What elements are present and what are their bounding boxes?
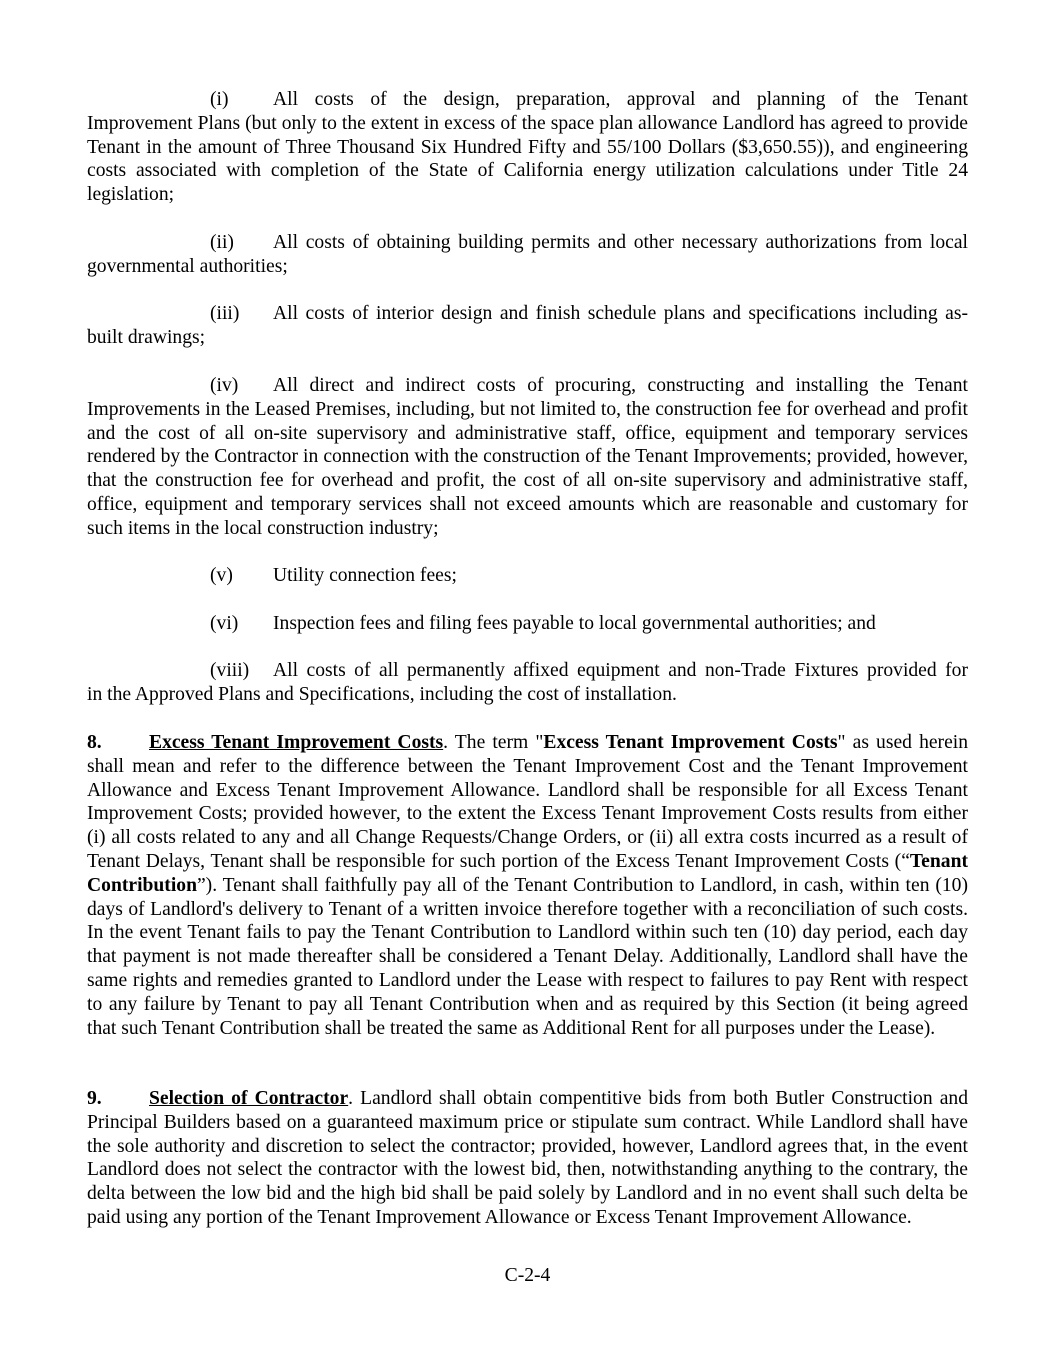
section-text: ”). Tenant shall faithfully pay all of the Tenant Contribution to Landlord, in cash, within ten (10) days of Landlord's delivery to Tenant of a written invoice therefore together with a reconciliation of such costs. In the event Tenant fails to pay the Tenant Contribution to Landlord within such ten (10) day period, each day that payment is not made thereafter shall be considered a Tenant Delay. Additionally, Landlord shall have the same rights and remedies granted to Landlord under the Lease with respect to failures to pay Rent with respect to any failure by Tenant to pay all Tenant Contribution when and as required by this Section (it being agreed that such Tenant Contribution shall be treated the same as Additional Rent for all purposes under the Lease). xyxy=(87,874,968,1039)
item-first-line: All costs of the design, preparation, approval and planning of the Tenant xyxy=(273,89,968,110)
list-item-ii xyxy=(87,231,968,279)
item-number: (v) xyxy=(210,565,233,586)
list-item-viii xyxy=(87,659,968,707)
item-first-line: All costs of all permanently affixed equipment and non-Trade Fixtures provided for xyxy=(273,660,968,681)
list-item-iv xyxy=(87,374,968,541)
section-number: 9. xyxy=(87,1088,102,1109)
section-8-paragraph xyxy=(87,731,968,1040)
list-item-i xyxy=(87,88,968,207)
item-continuation: governmental authorities; xyxy=(87,255,288,277)
list-item-iii xyxy=(87,302,968,350)
defined-term: Excess Tenant Improvement Costs xyxy=(543,732,838,753)
page-number: C-2-4 xyxy=(504,1265,551,1286)
item-number: (i) xyxy=(210,89,229,110)
section-text: " as used herein shall mean and refer to the difference between the Tenant Improvement Cost and the Tenant Improvement Allowance and Excess Tenant Improvement Allowance. Landlord shall be responsible for all Excess Tenant Improvement Costs; provided however, to the extent the Excess Tenant Improvement Costs results from either (i) all costs related to any and all Change Requests/Change Orders, or (ii) all extra costs incurred as a result of Tenant Delays, Tenant shall be responsible for such portion of the Excess Tenant Improvement Costs (“ xyxy=(87,732,969,872)
item-number: (vi) xyxy=(210,613,239,634)
item-continuation: Improvement Plans (but only to the extent in excess of the space plan allowance Landlord has agreed to provide Tenant in the amount of Three Thousand Six Hundred Fifty and 55/100 Dollars ($3,650.55)), and engineering costs associated with completion of the State of California energy utilization calculations under Title 24 legislation; xyxy=(87,112,968,206)
item-number: (ii) xyxy=(210,232,234,253)
section-heading: Excess Tenant Improvement Costs xyxy=(149,732,444,753)
item-first-line: Utility connection fees; xyxy=(273,565,457,586)
item-continuation: in the Approved Plans and Specifications, including the cost of installation. xyxy=(87,683,677,705)
section-number: 8. xyxy=(87,732,102,753)
section-text: . Landlord shall obtain compentitive bids from both Butler Construction and Principal Builders based on a guaranteed maximum price or stipulate sum contract. While Landlord shall have the sole authority and discretion to select the contractor; provided, however, Landlord agrees that, in the event Landlord does not select the contractor with the lowest bid, then, notwithstanding anything to the contrary, the delta between the low bid and the high bid shall be paid solely by Landlord and in no event shall such delta be paid using any portion of the Tenant Improvement Allowance or Excess Tenant Improvement Allowance. xyxy=(87,1088,968,1228)
item-number: (viii) xyxy=(210,660,250,681)
item-continuation: built drawings; xyxy=(87,326,206,348)
item-first-line: All costs of interior design and finish schedule plans and specifications including as- xyxy=(273,303,968,324)
item-continuation: Improvements in the Leased Premises, including, but not limited to, the construction fee for overhead and profit and the cost of all on-site supervisory and administrative staff, office, equipment and temporary services rendered by the Contractor in connection with the construction of the Tenant Improvements; provided, however, that the construction fee for overhead and profit, the cost of all on-site supervisory and administrative staff, office, equipment and temporary services shall not exceed amounts which are reasonable and customary for such items in the local construction industry; xyxy=(87,398,968,539)
item-first-line: All direct and indirect costs of procuring, constructing and installing the Tenant xyxy=(273,375,968,396)
section-heading: Selection of Contractor xyxy=(149,1088,349,1109)
item-first-line: All costs of obtaining building permits and other necessary authorizations from local xyxy=(273,232,968,253)
list-item-vi xyxy=(87,612,968,636)
item-number: (iv) xyxy=(210,375,239,396)
section-9-paragraph xyxy=(87,1087,968,1230)
list-item-v xyxy=(87,564,968,588)
defined-term: Tenant Contribution xyxy=(87,850,968,896)
section-text: . The term " xyxy=(443,732,544,753)
item-first-line: Inspection fees and filing fees payable to local governmental authorities; and xyxy=(273,613,876,634)
item-number: (iii) xyxy=(210,303,240,324)
